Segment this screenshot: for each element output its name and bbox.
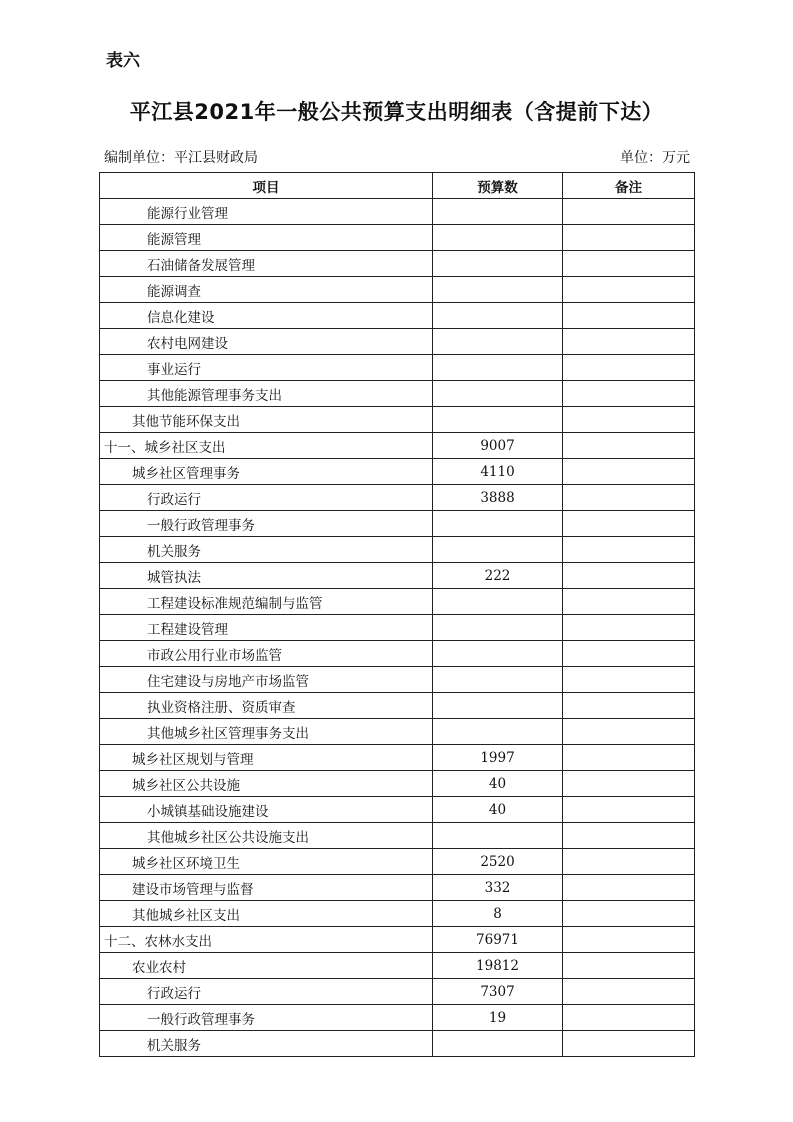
row-item-name: 工程建设标准规范编制与监管	[100, 589, 433, 615]
row-remark	[563, 667, 695, 693]
table-row	[100, 719, 695, 745]
row-budget-amount	[433, 225, 563, 251]
table-row	[100, 277, 695, 303]
row-budget-amount: 19	[433, 1005, 563, 1031]
row-budget-amount: 1997	[433, 745, 563, 771]
table-row	[100, 199, 695, 225]
row-remark	[563, 303, 695, 329]
row-item-name: 机关服务	[100, 1031, 433, 1057]
row-budget-amount: 9007	[433, 433, 563, 459]
row-remark	[563, 251, 695, 277]
budget-table	[99, 172, 695, 1057]
row-remark	[563, 693, 695, 719]
table-row	[100, 745, 695, 771]
row-item-name: 行政运行	[100, 979, 433, 1005]
table-number-label: 表六	[106, 51, 140, 71]
row-remark	[563, 329, 695, 355]
row-item-name: 城乡社区环境卫生	[100, 849, 433, 875]
row-budget-amount: 222	[433, 563, 563, 589]
row-item-name: 事业运行	[100, 355, 433, 381]
currency-unit: 单位：万元	[620, 150, 690, 166]
row-remark	[563, 771, 695, 797]
row-item-name: 其他城乡社区管理事务支出	[100, 719, 433, 745]
table-row	[100, 459, 695, 485]
row-budget-amount	[433, 537, 563, 563]
row-remark	[563, 875, 695, 901]
row-item-name: 城管执法	[100, 563, 433, 589]
row-remark	[563, 849, 695, 875]
row-item-name: 住宅建设与房地产市场监管	[100, 667, 433, 693]
row-remark	[563, 433, 695, 459]
row-remark	[563, 537, 695, 563]
row-item-name: 市政公用行业市场监管	[100, 641, 433, 667]
table-row	[100, 771, 695, 797]
row-item-name: 一般行政管理事务	[100, 1005, 433, 1031]
row-budget-amount: 40	[433, 797, 563, 823]
row-remark	[563, 953, 695, 979]
row-item-name: 十二、农林水支出	[100, 927, 433, 953]
document-title: 平江县2021年一般公共预算支出明细表（含提前下达）	[129, 100, 664, 124]
row-item-name: 其他城乡社区公共设施支出	[100, 823, 433, 849]
row-budget-amount	[433, 589, 563, 615]
row-budget-amount: 2520	[433, 849, 563, 875]
row-budget-amount: 19812	[433, 953, 563, 979]
row-budget-amount: 76971	[433, 927, 563, 953]
row-item-name: 其他能源管理事务支出	[100, 381, 433, 407]
row-budget-amount	[433, 277, 563, 303]
row-budget-amount	[433, 823, 563, 849]
table-row	[100, 849, 695, 875]
row-item-name: 城乡社区管理事务	[100, 459, 433, 485]
row-item-name: 行政运行	[100, 485, 433, 511]
table-row	[100, 693, 695, 719]
row-budget-amount	[433, 1031, 563, 1057]
row-remark	[563, 615, 695, 641]
row-remark	[563, 927, 695, 953]
row-budget-amount	[433, 329, 563, 355]
row-item-name: 农村电网建设	[100, 329, 433, 355]
row-item-name: 信息化建设	[100, 303, 433, 329]
row-remark	[563, 641, 695, 667]
row-budget-amount	[433, 381, 563, 407]
row-budget-amount	[433, 303, 563, 329]
row-remark	[563, 823, 695, 849]
compiling-unit: 编制单位：平江县财政局	[104, 150, 258, 166]
row-item-name: 工程建设管理	[100, 615, 433, 641]
row-remark	[563, 511, 695, 537]
row-item-name: 小城镇基础设施建设	[100, 797, 433, 823]
table-row	[100, 1031, 695, 1057]
table-header-row	[100, 173, 695, 199]
table-row	[100, 563, 695, 589]
row-remark	[563, 979, 695, 1005]
row-item-name: 能源行业管理	[100, 199, 433, 225]
row-item-name: 能源调查	[100, 277, 433, 303]
row-remark	[563, 485, 695, 511]
row-budget-amount	[433, 199, 563, 225]
row-remark	[563, 1005, 695, 1031]
row-remark	[563, 745, 695, 771]
table-row	[100, 875, 695, 901]
table-row	[100, 225, 695, 251]
row-remark	[563, 589, 695, 615]
row-item-name: 十一、城乡社区支出	[100, 433, 433, 459]
row-item-name: 其他节能环保支出	[100, 407, 433, 433]
row-budget-amount	[433, 693, 563, 719]
table-row	[100, 979, 695, 1005]
table-row	[100, 589, 695, 615]
row-remark	[563, 355, 695, 381]
table-row	[100, 901, 695, 927]
row-remark	[563, 719, 695, 745]
table-row	[100, 1005, 695, 1031]
row-budget-amount: 40	[433, 771, 563, 797]
row-budget-amount: 3888	[433, 485, 563, 511]
table-row	[100, 641, 695, 667]
row-remark	[563, 563, 695, 589]
row-remark	[563, 199, 695, 225]
row-budget-amount	[433, 355, 563, 381]
row-budget-amount	[433, 511, 563, 537]
table-row	[100, 667, 695, 693]
row-budget-amount	[433, 719, 563, 745]
row-remark	[563, 459, 695, 485]
row-item-name: 机关服务	[100, 537, 433, 563]
table-row	[100, 355, 695, 381]
row-budget-amount: 7307	[433, 979, 563, 1005]
table-row	[100, 615, 695, 641]
table-row	[100, 381, 695, 407]
table-row	[100, 407, 695, 433]
row-budget-amount	[433, 615, 563, 641]
row-item-name: 石油储备发展管理	[100, 251, 433, 277]
row-budget-amount	[433, 251, 563, 277]
table-row	[100, 511, 695, 537]
row-remark	[563, 901, 695, 927]
row-item-name: 一般行政管理事务	[100, 511, 433, 537]
table-row	[100, 329, 695, 355]
row-item-name: 城乡社区规划与管理	[100, 745, 433, 771]
row-budget-amount	[433, 667, 563, 693]
table-row	[100, 953, 695, 979]
table-row	[100, 251, 695, 277]
table-row	[100, 433, 695, 459]
row-budget-amount: 332	[433, 875, 563, 901]
row-remark	[563, 277, 695, 303]
column-header-item: 项目	[100, 173, 433, 199]
table-row	[100, 927, 695, 953]
table-row	[100, 485, 695, 511]
row-remark	[563, 225, 695, 251]
table-body	[100, 199, 695, 1057]
row-item-name: 其他城乡社区支出	[100, 901, 433, 927]
row-budget-amount	[433, 641, 563, 667]
row-remark	[563, 381, 695, 407]
table-row	[100, 823, 695, 849]
row-item-name: 农业农村	[100, 953, 433, 979]
row-remark	[563, 797, 695, 823]
table-row	[100, 303, 695, 329]
row-budget-amount: 8	[433, 901, 563, 927]
table-row	[100, 537, 695, 563]
row-item-name: 建设市场管理与监督	[100, 875, 433, 901]
column-header-amount: 预算数	[433, 173, 563, 199]
row-budget-amount	[433, 407, 563, 433]
row-budget-amount: 4110	[433, 459, 563, 485]
table-row	[100, 797, 695, 823]
row-item-name: 能源管理	[100, 225, 433, 251]
row-remark	[563, 1031, 695, 1057]
row-item-name: 执业资格注册、资质审查	[100, 693, 433, 719]
row-remark	[563, 407, 695, 433]
row-item-name: 城乡社区公共设施	[100, 771, 433, 797]
column-header-note: 备注	[563, 173, 695, 199]
